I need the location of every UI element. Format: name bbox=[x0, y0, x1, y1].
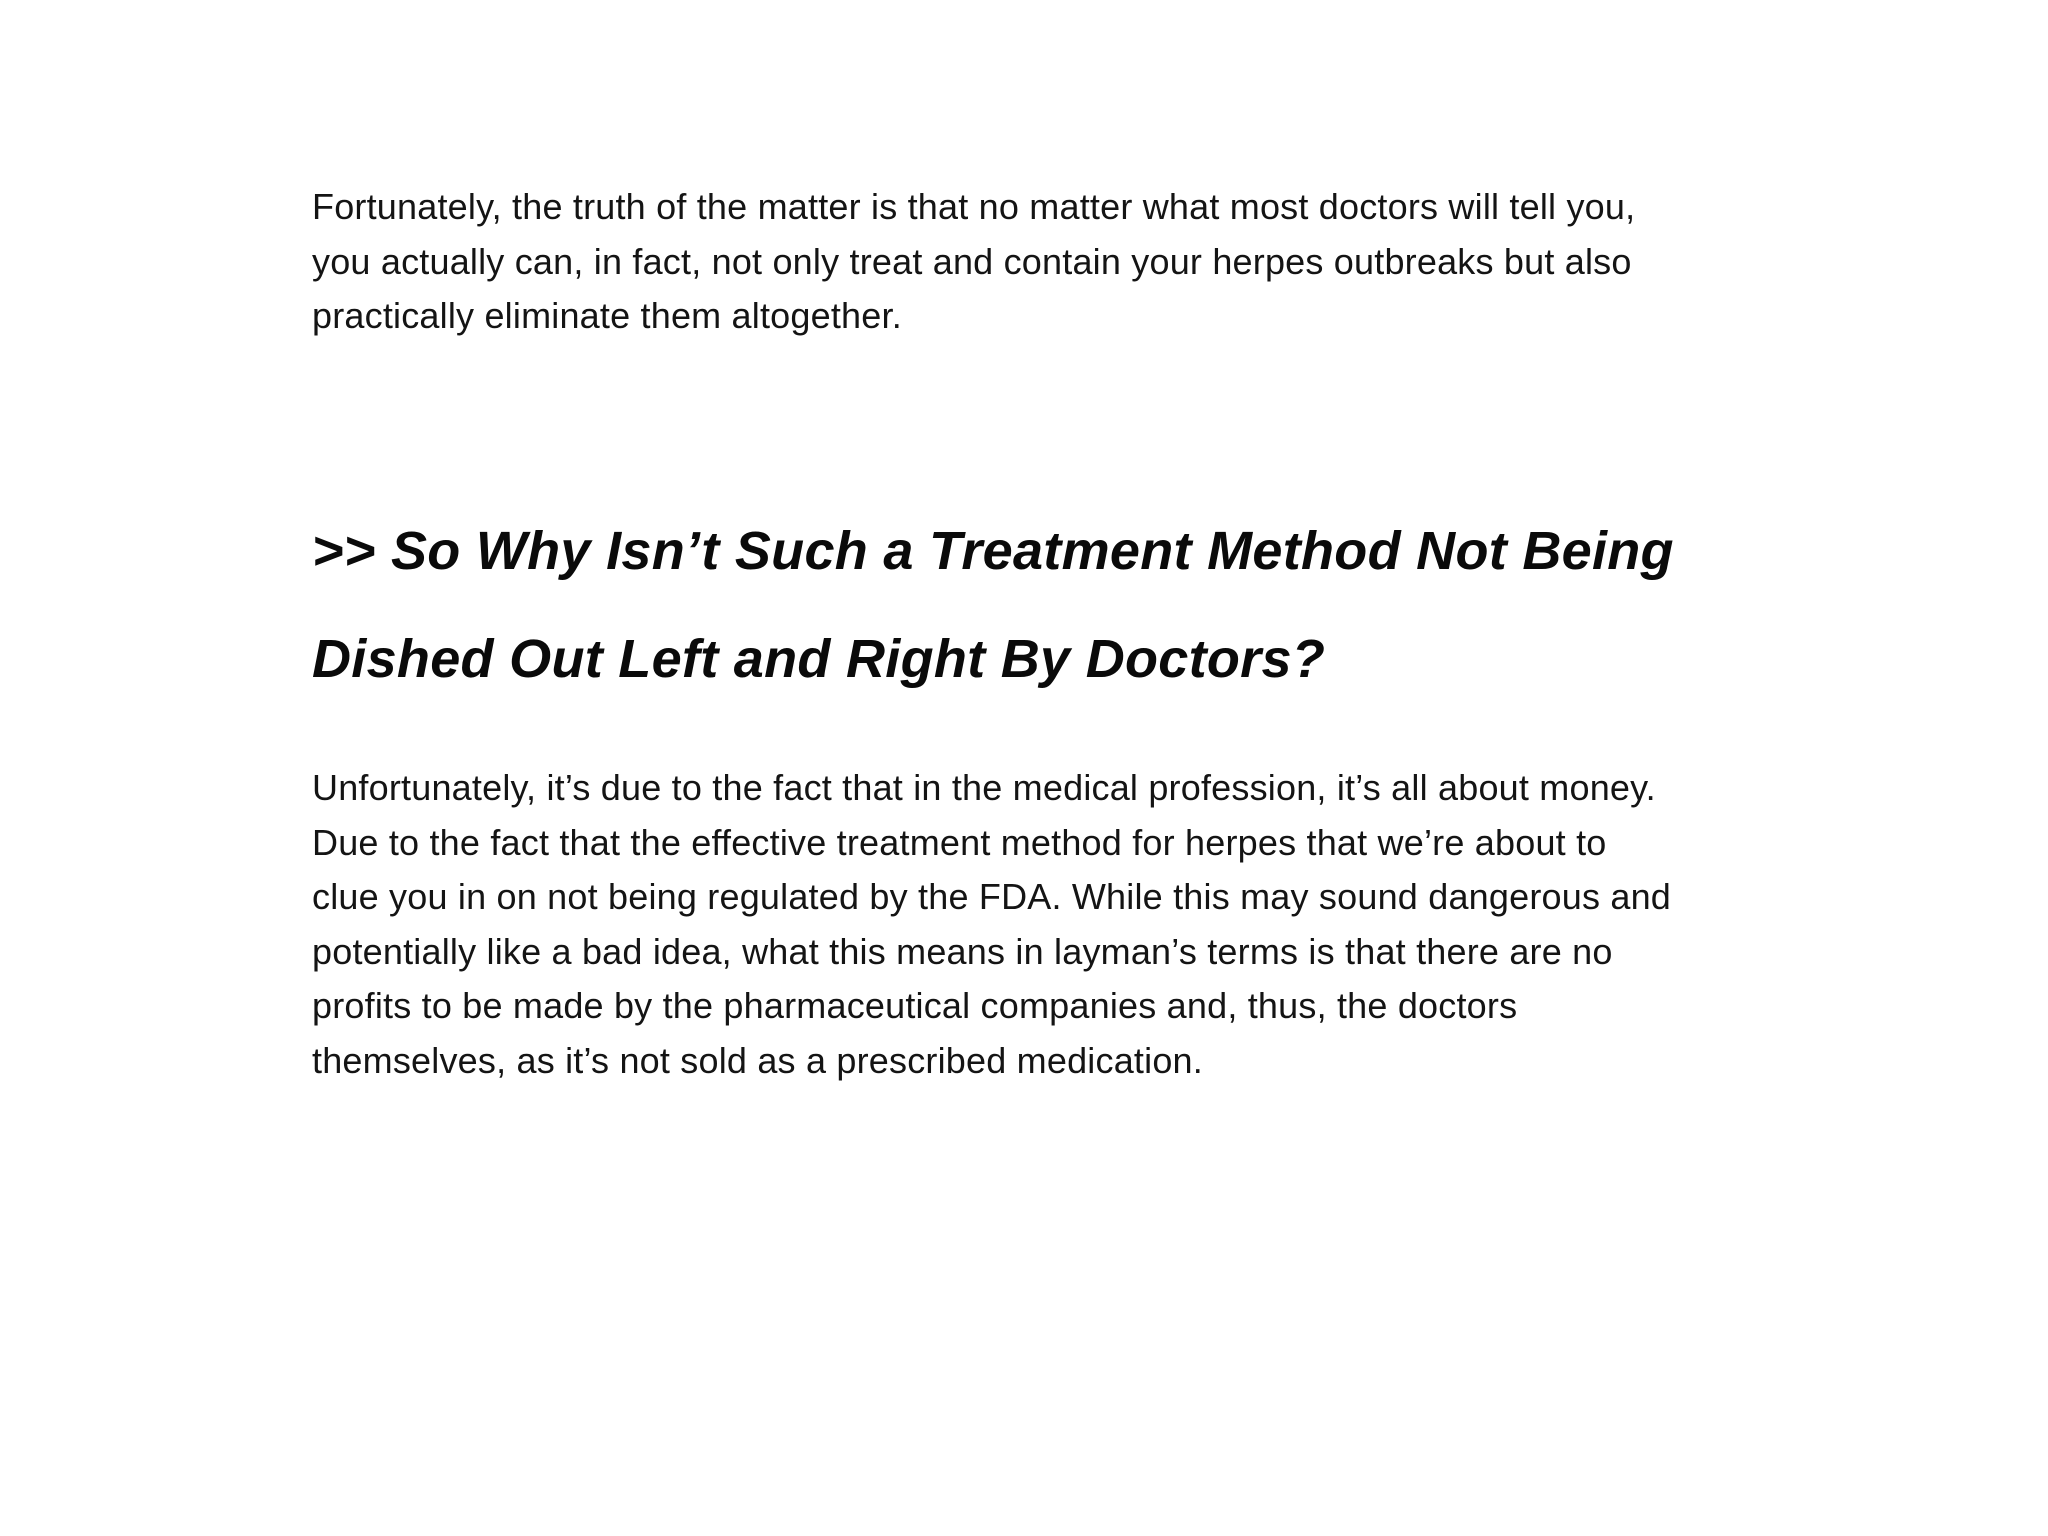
intro-paragraph bbox=[312, 180, 1792, 344]
paragraph-line: Unfortunately, it’s due to the fact that in the medical profession, it’s all about money. bbox=[312, 767, 1656, 808]
paragraph-line: practically eliminate them altogether. bbox=[312, 295, 902, 336]
paragraph-line: Due to the fact that the effective treatment method for herpes that we’re about to bbox=[312, 821, 1607, 863]
paragraph-line: clue you in on not being regulated by the FDA. While this may sound dangerous and bbox=[312, 876, 1672, 917]
paragraph-line: profits to be made by the pharmaceutical companies and, thus, the doctors bbox=[312, 985, 1518, 1026]
explanation-paragraph bbox=[312, 761, 1792, 1088]
section-heading bbox=[312, 497, 1912, 713]
heading-line: Dished Out Left and Right By Doctors? bbox=[312, 629, 1326, 689]
paragraph-line: themselves, as it’s not sold as a prescribed medication. bbox=[312, 1039, 1203, 1081]
paragraph-line: potentially like a bad idea, what this means in layman’s terms is that there are no bbox=[312, 930, 1613, 972]
heading-line: >> So Why Isn’t Such a Treatment Method Not Being bbox=[312, 521, 1674, 581]
paragraph-line: Fortunately, the truth of the matter is that no matter what most doctors will tell you, bbox=[312, 186, 1636, 227]
paragraph-line: you actually can, in fact, not only treat and contain your herpes outbreaks but also bbox=[312, 240, 1632, 282]
